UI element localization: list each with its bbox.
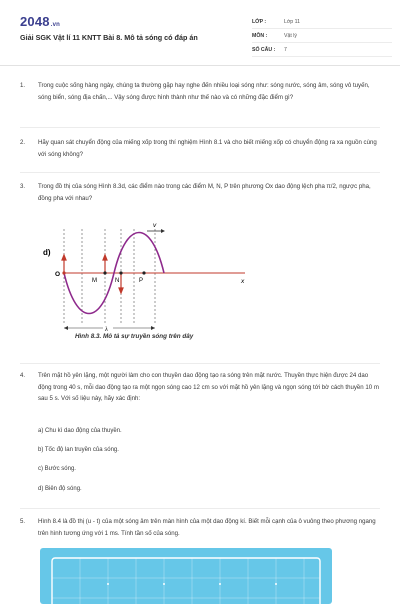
question-text: Trong đồ thị của sóng Hình 8.3d, các điểm nào trong các điểm M, N, P trên phương Ox dao động lệch pha π/2, ngược pha, đồng pha với nhau? [38, 183, 371, 202]
figure-caption: Hình 8.3. Mô tả sự truyền sóng trên dây [75, 333, 194, 340]
label-N: N [115, 278, 120, 284]
grid-lines [52, 558, 320, 604]
point-P [142, 271, 145, 274]
logo-main: 2048 [20, 14, 50, 29]
point-N [119, 271, 122, 274]
page-header [0, 0, 400, 66]
divider [20, 127, 380, 128]
label-d: d) [43, 248, 51, 257]
label-O: O [55, 271, 61, 278]
q4-part-a: a) Chu kì dao động của thuyền. [38, 428, 122, 434]
meta-key: LỚP : [252, 18, 267, 25]
question-number: 4. [20, 372, 26, 379]
meta-row-class [252, 15, 392, 29]
question-1 [20, 80, 380, 116]
meta-table [252, 15, 392, 57]
q4-part-b: b) Tốc độ lan truyền của sóng. [38, 447, 119, 453]
question-text: Hãy quan sát chuyển động của miếng xốp trong thí nghiệm Hình 8.1 và cho biết miếng xốp có chuyển động ra xa nguồn cùng với sóng không? [38, 139, 377, 158]
wavelength-arrow-left [64, 326, 68, 330]
question-number: 2. [20, 139, 26, 146]
divider [20, 508, 380, 509]
label-lambda: λ [105, 326, 108, 333]
question-5 [20, 516, 380, 540]
site-logo[interactable] [20, 14, 60, 29]
question-2 [20, 137, 380, 161]
q4-part-c: c) Bước sóng. [38, 466, 76, 472]
point-O [62, 271, 65, 274]
label-v: v [153, 222, 157, 229]
question-text: Trong cuộc sống hàng ngày, chúng ta thường gặp hay nghe đến nhiều loại sóng như: sóng nước, sóng âm, sóng vô tuyến, sóng biển, sóng địa chấn,... Vậy sóng được hình thành như thế nào và có những đặc điểm gì? [38, 82, 370, 101]
meta-key: SỐ CÂU : [252, 46, 276, 53]
page-title: Giải SGK Vật lí 11 KNTT Bài 8. Mô tả sóng có đáp án [20, 33, 198, 42]
meta-key: MÔN : [252, 32, 268, 39]
screen-frame [52, 558, 320, 604]
question-number: 3. [20, 183, 26, 190]
wave-figure [43, 197, 270, 342]
label-P: P [139, 278, 144, 284]
guide-lines [64, 229, 155, 325]
label-M: M [92, 278, 97, 284]
meta-value: Lớp 11 [284, 18, 300, 25]
wavelength-arrow-right [151, 326, 155, 330]
velocity-arrowhead [161, 229, 165, 233]
logo-suffix: .vn [50, 22, 61, 28]
meta-row-count [252, 43, 392, 57]
divider [20, 363, 380, 364]
question-number: 5. [20, 518, 26, 525]
question-text: Trên mặt hồ yên lặng, một người làm cho con thuyền dao động tạo ra sóng trên mặt nước. Thuyền thực hiện được 24 dao động trong 40 s, mỗi dao động tạo ra một ngọn sóng cao 12 cm so với mặt hồ yên lặng và ngọn sóng tới bờ cách thuyền 10 m sau 5 s. Với số liệu này, hãy xác định: [38, 372, 379, 402]
oscilloscope-image [40, 548, 332, 604]
q4-part-d: d) Biên độ sóng. [38, 486, 82, 492]
meta-value: Vật lý [284, 32, 297, 39]
wave-diagram [43, 197, 270, 342]
question-text: Hình 8.4 là đồ thị (u - t) của một sóng âm trên màn hình của một dao động kí. Biết mỗi cạnh của ô vuông theo phương ngang trên hình tương ứng với 1 ms. Tính tần số của sóng. [38, 518, 376, 537]
label-x: x [241, 278, 245, 285]
oscilloscope-grid [40, 548, 332, 604]
divider [20, 172, 380, 173]
question-4 [20, 370, 380, 418]
meta-value: 7 [284, 46, 287, 53]
point-M [103, 271, 106, 274]
question-number: 1. [20, 82, 26, 89]
meta-row-subject [252, 29, 392, 43]
